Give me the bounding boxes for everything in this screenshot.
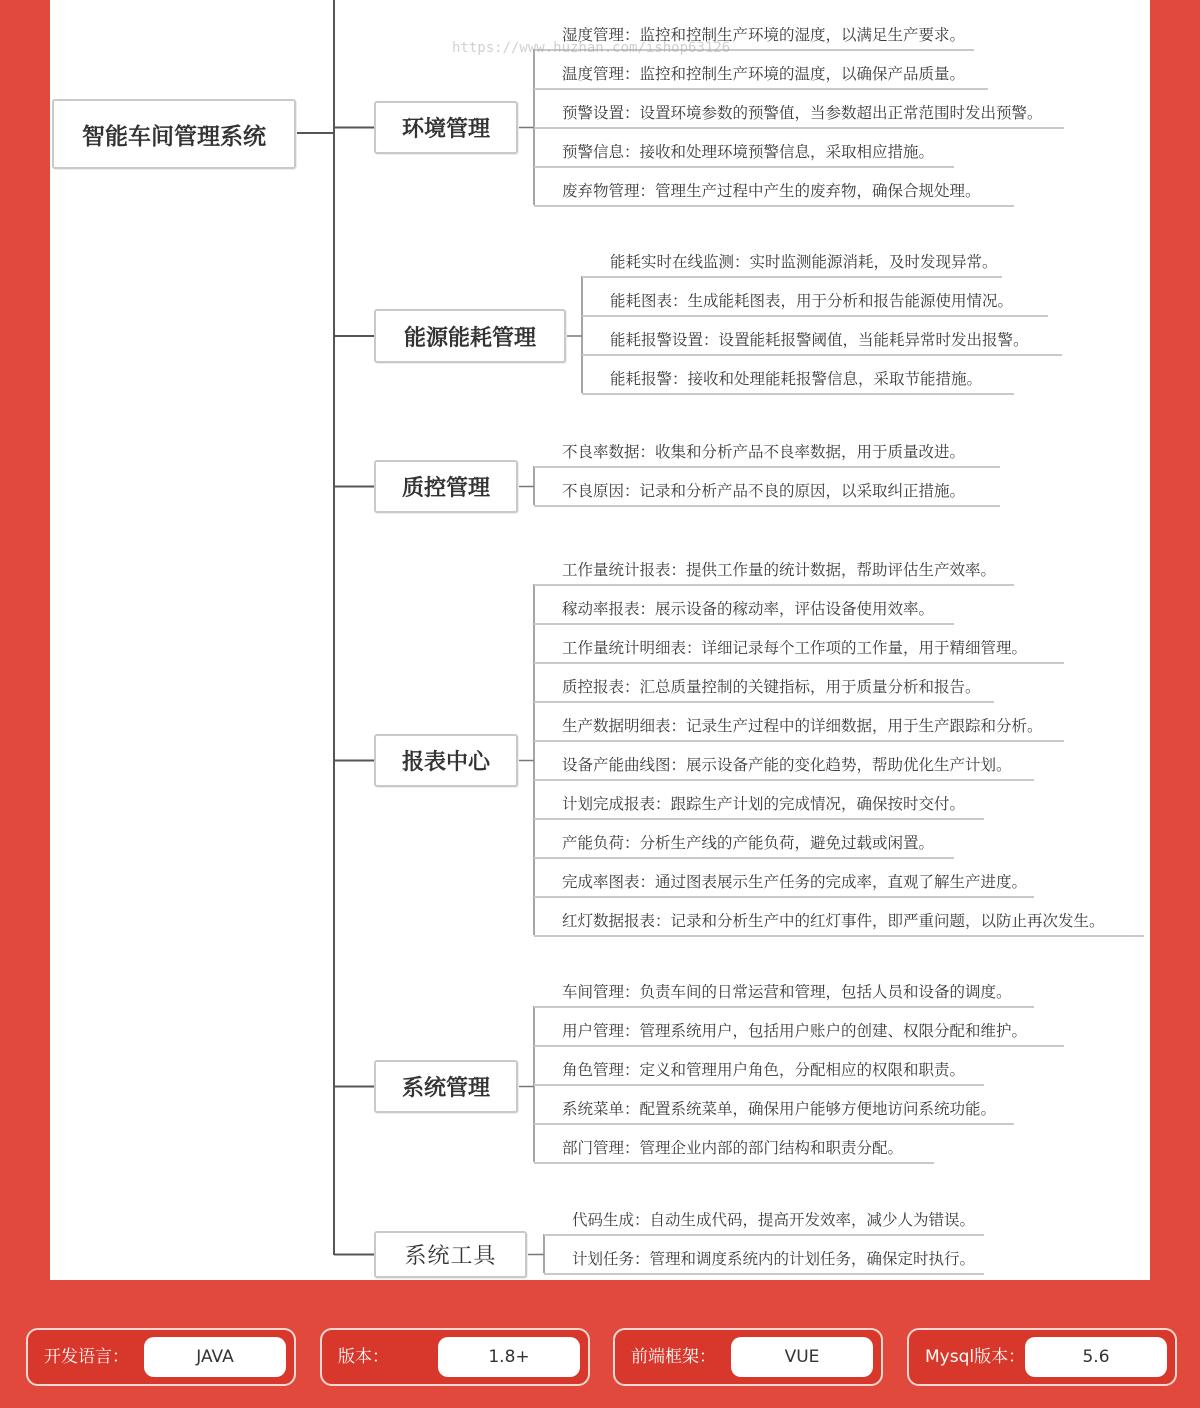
leaf-item: 温度管理：监控和控制生产环境的温度，以确保产品质量。 <box>562 65 966 83</box>
leaf-item: 能耗报警设置：设置能耗报警阈值，当能耗异常时发出报警。 <box>610 331 1029 349</box>
leaf-item: 稼动率报表：展示设备的稼动率，评估设备使用效率。 <box>562 600 935 618</box>
leaf-item: 不良率数据：收集和分析产品不良率数据，用于质量改进。 <box>562 443 966 461</box>
category-node: 报表中心 <box>374 734 518 787</box>
leaf-item: 工作量统计明细表：详细记录每个工作项的工作量，用于精细管理。 <box>562 639 1028 657</box>
leaf-item: 不良原因：记录和分析产品不良的原因，以采取纠正措施。 <box>562 482 966 500</box>
spec-value: VUE <box>731 1337 873 1377</box>
spec-label: Mysql版本： <box>925 1347 1026 1367</box>
leaf-item: 计划完成报表：跟踪生产计划的完成情况，确保按时交付。 <box>562 795 966 813</box>
tech-spec-footer <box>0 1308 1200 1408</box>
spec-pill <box>320 1328 590 1386</box>
root-node: 智能车间管理系统 <box>52 99 296 169</box>
leaf-item: 红灯数据报表：记录和分析生产中的红灯事件，即严重问题，以防止再次发生。 <box>562 912 1105 930</box>
watermark-text: https://www.huzhan.com/ishop63126 <box>452 40 731 56</box>
leaf-item: 能耗报警：接收和处理能耗报警信息，采取节能措施。 <box>610 370 983 388</box>
leaf-item: 代码生成：自动生成代码，提高开发效率，减少人为错误。 <box>572 1211 976 1229</box>
spec-pill <box>26 1328 296 1386</box>
leaf-item: 预警信息：接收和处理环境预警信息，采取相应措施。 <box>562 143 935 161</box>
spec-value: 1.8+ <box>438 1337 580 1377</box>
leaf-item: 系统菜单：配置系统菜单，确保用户能够方便地访问系统功能。 <box>562 1100 997 1118</box>
leaf-item: 用户管理：管理系统用户，包括用户账户的创建、权限分配和维护。 <box>562 1022 1028 1040</box>
leaf-item: 车间管理：负责车间的日常运营和管理，包括人员和设备的调度。 <box>562 983 1012 1001</box>
leaf-item: 能耗图表：生成能耗图表，用于分析和报告能源使用情况。 <box>610 292 1014 310</box>
leaf-item: 质控报表：汇总质量控制的关键指标，用于质量分析和报告。 <box>562 678 981 696</box>
leaf-item: 设备产能曲线图：展示设备产能的变化趋势，帮助优化生产计划。 <box>562 756 1012 774</box>
leaf-item: 角色管理：定义和管理用户角色，分配相应的权限和职责。 <box>562 1061 966 1079</box>
leaf-item: 工作量统计报表：提供工作量的统计数据，帮助评估生产效率。 <box>562 561 997 579</box>
leaf-item: 能耗实时在线监测：实时监测能源消耗，及时发现异常。 <box>610 253 998 271</box>
spec-label: 前端框架： <box>631 1347 716 1367</box>
leaf-item: 预警设置：设置环境参数的预警值，当参数超出正常范围时发出预警。 <box>562 104 1043 122</box>
leaf-item: 废弃物管理：管理生产过程中产生的废弃物，确保合规处理。 <box>562 182 981 200</box>
leaf-item: 湿度管理：监控和控制生产环境的湿度，以满足生产要求。 <box>562 26 966 44</box>
leaf-item: 产能负荷：分析生产线的产能负荷，避免过载或闲置。 <box>562 834 935 852</box>
mindmap-canvas <box>50 0 1150 1280</box>
spec-value: 5.6 <box>1025 1337 1167 1377</box>
category-node: 系统管理 <box>374 1060 518 1113</box>
category-node: 能源能耗管理 <box>374 309 566 363</box>
leaf-item: 计划任务：管理和调度系统内的计划任务，确保定时执行。 <box>572 1250 976 1268</box>
spec-value: JAVA <box>144 1337 286 1377</box>
spec-label: 版本： <box>338 1347 389 1367</box>
category-node: 环境管理 <box>374 101 518 154</box>
spec-pill <box>613 1328 883 1386</box>
category-node: 系统工具 <box>374 1231 527 1278</box>
category-node: 质控管理 <box>374 460 518 513</box>
leaf-item: 完成率图表：通过图表展示生产任务的完成率，直观了解生产进度。 <box>562 873 1028 891</box>
leaf-item: 部门管理：管理企业内部的部门结构和职责分配。 <box>562 1139 904 1157</box>
spec-label: 开发语言： <box>44 1347 129 1367</box>
spec-pill <box>907 1328 1177 1386</box>
leaf-item: 生产数据明细表：记录生产过程中的详细数据，用于生产跟踪和分析。 <box>562 717 1043 735</box>
